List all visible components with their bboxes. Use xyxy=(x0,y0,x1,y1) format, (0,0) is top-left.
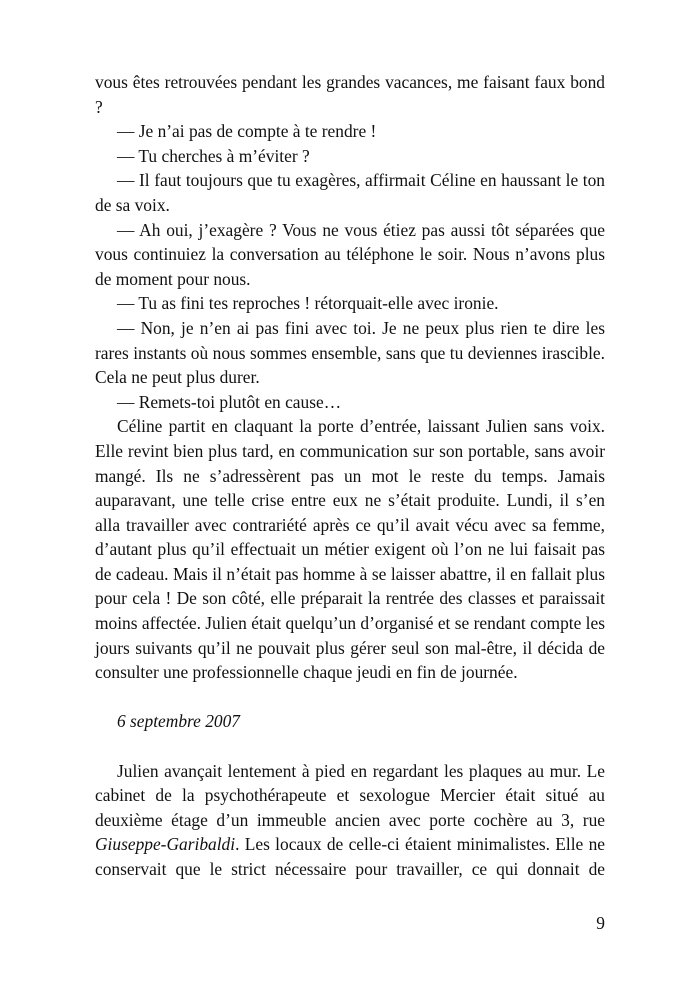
dialogue-line: — Tu as fini tes reproches ! rétorquait-elle avec ironie. xyxy=(117,293,499,314)
date-heading: 6 septembre 2007 xyxy=(117,711,240,732)
narrative-paragraph: Céline partit en claquant la porte d’entrée, laissant Julien sans voix. Elle revint bien plus tard, en communication sur son portable, sans avoir mangé. Ils ne s’adressèrent pas un mot le reste du temps. Jamais auparavant, une telle crise entre eux ne s’était produite. Lundi, il s’en alla travailler avec contrariété après ce qu’il avait vécu avec sa femme, d’autant plus qu’il effectuait un métier exigent où l’on ne lui faisait pas de cadeau. Mais il n’était pas homme à se laisser abattre, il en fallait plus pour cela ! De son côté, elle préparait la rentrée des classes et paraissait moins affectée. Julien était quelqu’un d’organisé et se rendant compte les jours suivants qu’il ne pouvait plus gérer seul son mal-être, il décida de consulter une professionnelle chaque jeudi en fin de journée. xyxy=(95,416,605,683)
dialogue-line: — Ah oui, j’exagère ? Vous ne vous étiez pas aussi tôt séparées que vous continuiez la conversation au téléphone le soir. Nous n’avons plus de moment pour nous. xyxy=(95,219,605,289)
dialogue-line: — Remets-toi plutôt en cause… xyxy=(117,391,342,412)
dialogue-line: — Il faut toujours que tu exagères, affirmait Céline en haussant le ton de sa voix. xyxy=(95,170,605,215)
street-name: Giuseppe-Garibaldi xyxy=(95,834,236,855)
dialogue-line: — Non, je n’en ai pas fini avec toi. Je ne peux plus rien te dire les rares instants où nous sommes ensemble, sans que tu deviennes irascible. Cela ne peut plus durer. xyxy=(95,317,605,388)
page-body xyxy=(95,70,605,882)
paragraph-text: Julien avançait lentement à pied en regardant les plaques au mur. Le cabinet de la psychothérapeute et sexologue Mercier était situé au deuxième étage d’un immeuble ancien avec porte cochère au 3, rue xyxy=(95,760,605,830)
paragraph-text: . Les locaux de celle-ci étaient minimalistes. Elle ne conservait que le strict nécessaire pour travailler, ce qui donnait de xyxy=(95,834,605,879)
paragraph-continuation: vous êtes retrouvées pendant les grandes vacances, me faisant faux bond ? xyxy=(95,72,605,117)
dialogue-line: — Tu cherches à m’éviter ? xyxy=(117,145,310,166)
page-number: 9 xyxy=(596,913,605,933)
dialogue-line: — Je n’ai pas de compte à te rendre ! xyxy=(117,121,377,142)
narrative-paragraph-final xyxy=(95,759,605,882)
